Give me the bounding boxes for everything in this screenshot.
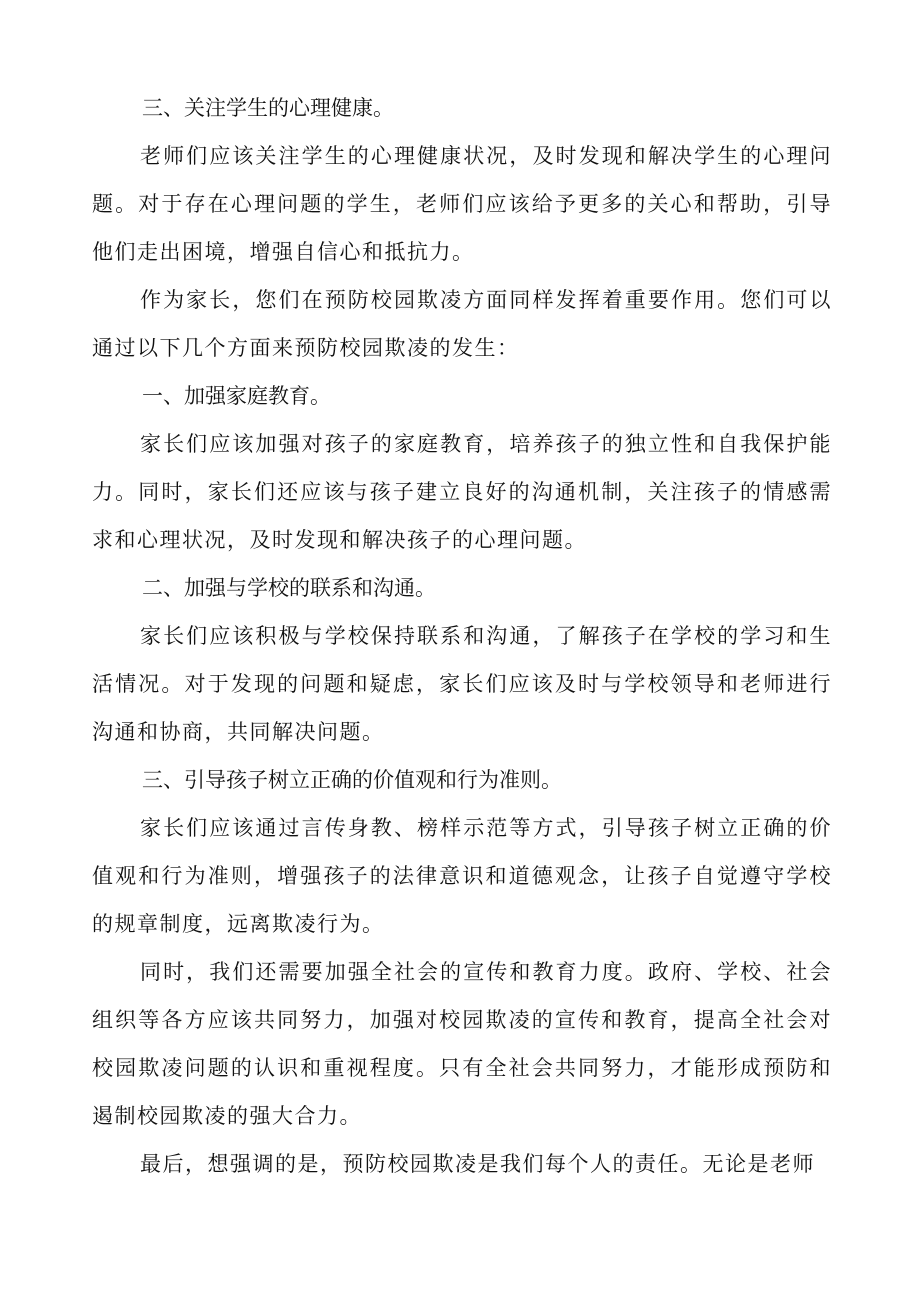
paragraph-values: 家长们应该通过言传身教、榜样示范等方式，引导孩子树立正确的价值观和行为准则，增强孩子的法律意识和道德观念，让孩子自觉遵守学校的规章制度，远离欺凌行为。 bbox=[92, 816, 832, 936]
paragraph-school-contact: 家长们应该积极与学校保持联系和沟通，了解孩子在学校的学习和生活情况。对于发现的问题和疑虑，家长们应该及时与学校领导和老师进行沟通和协商，共同解决问题。 bbox=[92, 624, 832, 744]
paragraph-parents-role: 作为家长，您们在预防校园欺凌方面同样发挥着重要作用。您们可以通过以下几个方面来预防校园欺凌的发生： bbox=[92, 288, 832, 360]
paragraph-conclusion: 最后，想强调的是，预防校园欺凌是我们每个人的责任。无论是老师 bbox=[140, 1152, 815, 1176]
section-heading-family-education: 一、加强家庭教育。 bbox=[142, 384, 331, 408]
paragraph-society: 同时，我们还需要加强全社会的宣传和教育力度。政府、学校、社会组织等各方应该共同努力，加强对校园欺凌的宣传和教育，提高全社会对校园欺凌问题的认识和重视程度。只有全社会共同努力，才能形成预防和遏制校园欺凌的强大合力。 bbox=[92, 960, 832, 1128]
document-body bbox=[92, 84, 832, 1188]
paragraph-family-education: 家长们应该加强对孩子的家庭教育，培养孩子的独立性和自我保护能力。同时，家长们还应该与孩子建立良好的沟通机制，关注孩子的情感需求和心理状况，及时发现和解决孩子的心理问题。 bbox=[92, 432, 832, 552]
section-heading-mental-health: 三、关注学生的心理健康。 bbox=[142, 96, 394, 120]
paragraph-teacher-mental-health: 老师们应该关注学生的心理健康状况，及时发现和解决学生的心理问题。对于存在心理问题的学生，老师们应该给予更多的关心和帮助，引导他们走出困境，增强自信心和抵抗力。 bbox=[92, 144, 832, 264]
section-heading-school-contact: 二、加强与学校的联系和沟通。 bbox=[142, 576, 436, 600]
section-heading-values: 三、引导孩子树立正确的价值观和行为准则。 bbox=[142, 768, 562, 792]
